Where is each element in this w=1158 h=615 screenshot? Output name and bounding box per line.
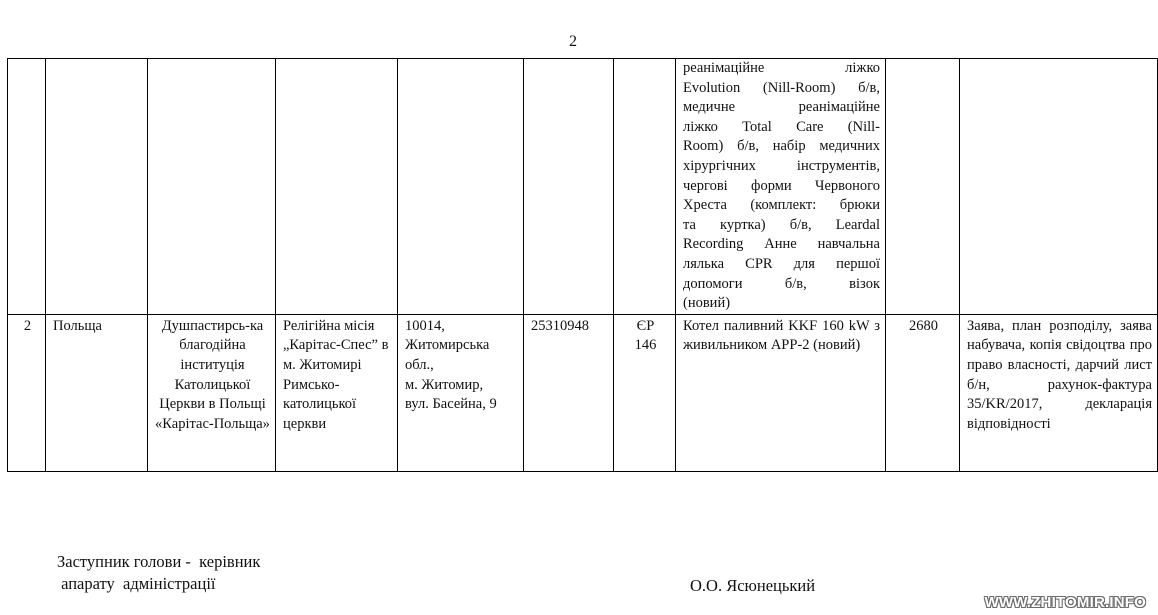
cell-address: [398, 59, 524, 315]
row-number: 2: [8, 314, 46, 471]
text-line: Recording Анне навчальна: [683, 236, 880, 253]
position-line-2: апарату адміністрації: [57, 574, 216, 593]
address-lines: [405, 317, 518, 415]
cell-items: [676, 59, 886, 315]
text-line: м. Житомир,: [405, 376, 484, 393]
cell-country: [46, 59, 148, 315]
cell-code: [524, 59, 614, 315]
text-line: 146: [634, 337, 657, 354]
country: Польща: [46, 314, 148, 471]
registration-lines: [621, 317, 670, 356]
text-line: Evolution (Nill-Room) б/в,: [683, 79, 880, 96]
signatory-position: [57, 551, 260, 595]
cell-donor: [148, 59, 276, 315]
aid-items: Котел паливний KKF 160 kW з живильником APP-2 (новий): [676, 314, 886, 471]
table-row-2: [8, 314, 1158, 471]
position-line-1: Заступник голови - керівник: [57, 552, 261, 571]
edrpou-code: 25310948: [524, 314, 614, 471]
text-line: допомоги б/в, візок: [683, 275, 880, 292]
aid-quantity: 2680: [886, 314, 960, 471]
aid-registry-table: [7, 58, 1158, 472]
signatory-name: О.О. Ясюнецький: [690, 576, 816, 595]
text-line: Хреста (комплект: брюки: [683, 197, 880, 214]
text-line: Житомирська: [405, 337, 490, 354]
items-description-lines: [683, 59, 880, 314]
text-line: медичне реанімаційне: [683, 99, 880, 116]
text-line: та куртка) б/в, Leardal: [683, 216, 880, 233]
cell-recipient: [276, 59, 398, 315]
donor: Душпастирсь-ка благодійна інституція Католицької Церкви в Польщі «Карітас-Польща»: [148, 314, 276, 471]
documents-list: Заява, план розподілу, заява набувача, копія свідоцтва про право власності, дарчий лист б/н, рахунок-фактура 35/KR/2017, декларація відповідності: [960, 314, 1158, 471]
site-watermark: WWW.ZHITOMIR.INFO: [984, 594, 1146, 611]
cell-documents: [960, 59, 1158, 315]
table-row-continuation: [8, 59, 1158, 315]
text-line: чергові форми Червоного: [683, 177, 880, 194]
recipient: Релігійна місія „Карітас-Спес” в м. Житомирі Римсько-католицької церкви: [276, 314, 398, 471]
cell-quantity: [886, 59, 960, 315]
text-line: реанімаційне ліжко: [683, 60, 880, 76]
text-line: ліжко Total Care (Nill-: [683, 118, 880, 135]
text-line: лялька CPR для першої: [683, 255, 880, 272]
text-line: 10014,: [405, 317, 445, 334]
page-number: 2: [569, 33, 577, 50]
text-line: вул. Басейна, 9: [405, 396, 497, 413]
text-line: Room) б/в, набір медичних: [683, 138, 880, 155]
cell-registration: [614, 59, 676, 315]
text-line: ЄР: [636, 317, 655, 334]
cell-number: [8, 59, 46, 315]
text-line: обл.,: [405, 356, 434, 373]
text-line: хірургічних інструментів,: [683, 157, 880, 174]
text-line: (новий): [683, 295, 731, 312]
recipient-address: [398, 314, 524, 471]
registration-number: [614, 314, 676, 471]
